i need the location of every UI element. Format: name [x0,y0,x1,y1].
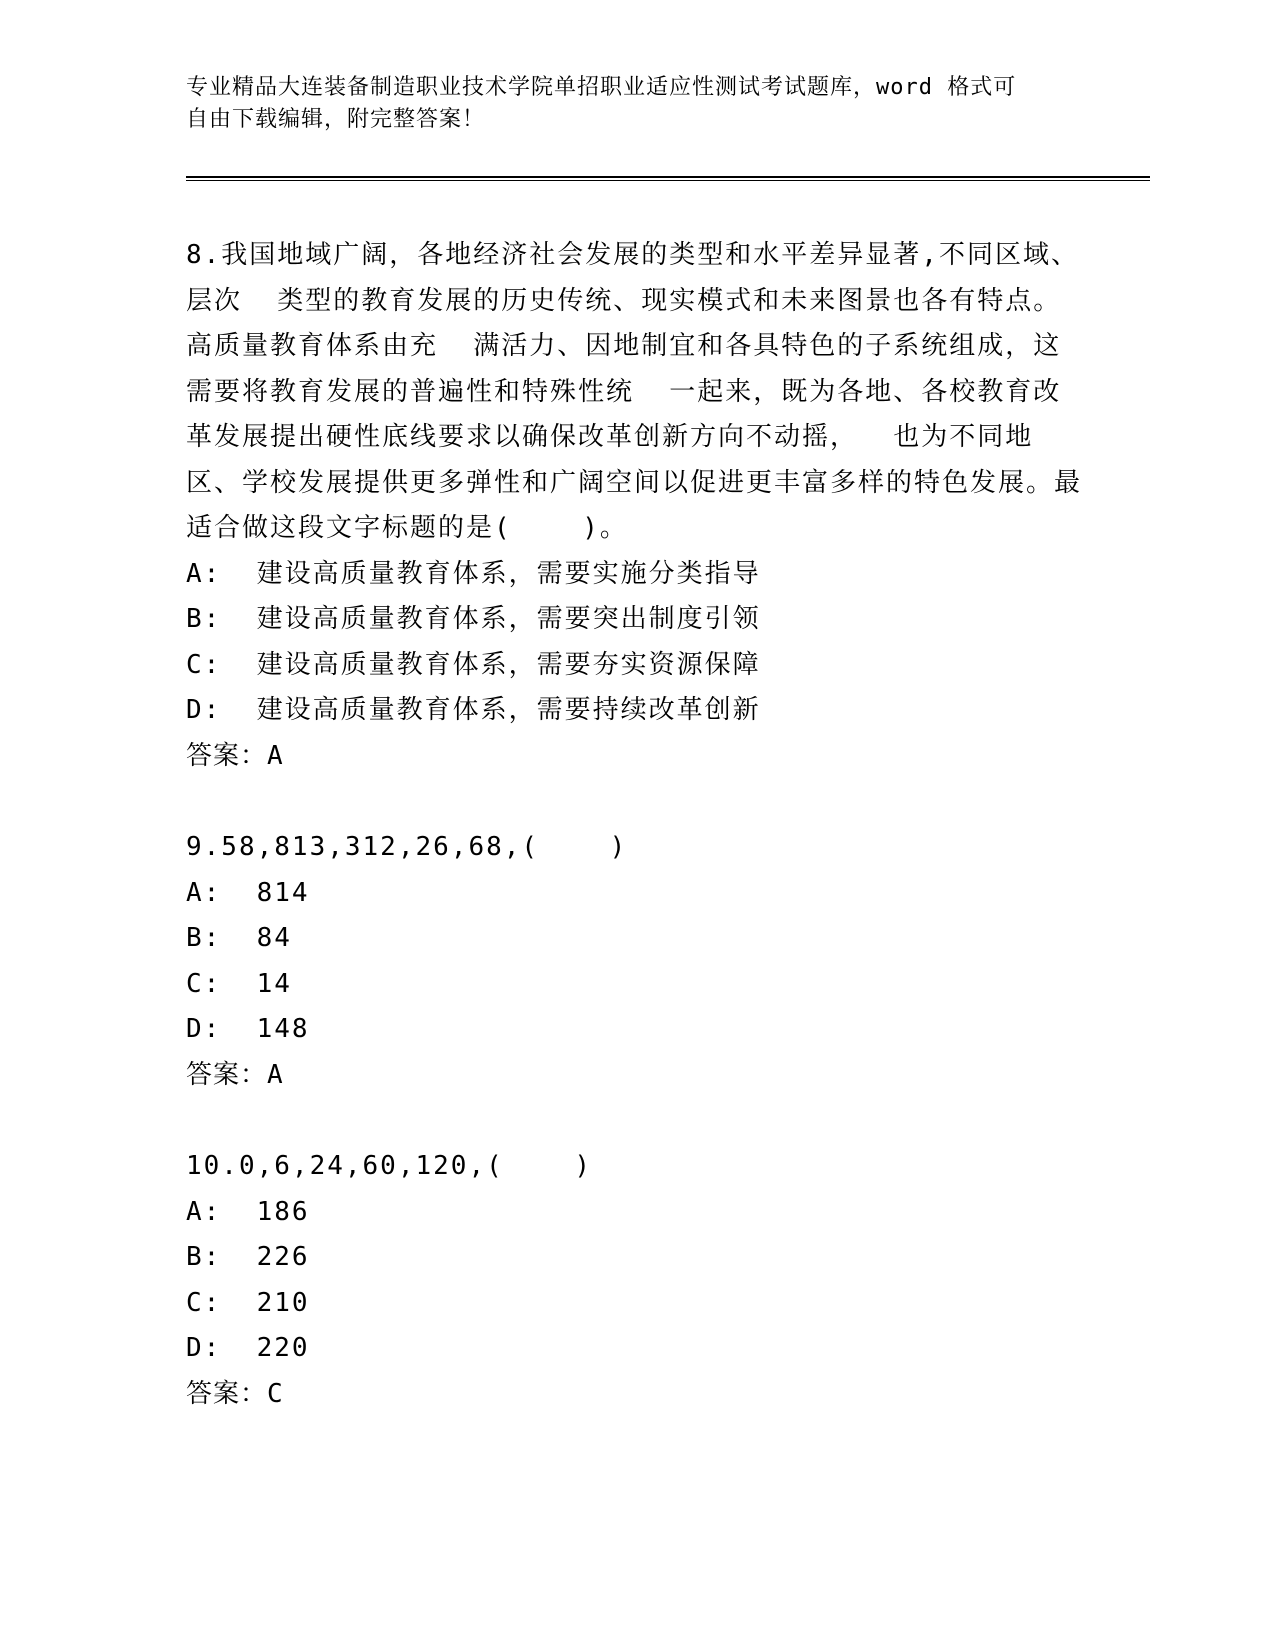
option-text: 84 [256,923,292,953]
option-text: 148 [256,1014,310,1044]
option-text: 210 [256,1287,310,1318]
question-10 [186,1144,1086,1417]
option-label: C: [186,649,222,680]
option-c [186,643,1086,689]
answer-value: A [267,740,284,771]
header-line-2: 自由下载编辑，附完整答案！ [186,107,486,132]
option-label: B: [186,1242,222,1272]
option-text: 814 [256,877,310,908]
option-b [186,1235,1086,1281]
option-text: 226 [256,1242,310,1272]
option-label: A: [186,877,222,908]
option-text: 建设高质量教育体系，需要持续改革创新 [256,695,761,725]
answer-label: 答案： [186,740,268,771]
answer-label: 答案： [186,1378,268,1409]
option-a [186,1190,1086,1236]
answer-line [186,1372,1086,1418]
option-b [186,916,1086,962]
option-text: 建设高质量教育体系，需要实施分类指导 [256,558,761,589]
answer-value: C [267,1378,284,1409]
option-d [186,1326,1086,1372]
answer-value: A [267,1059,284,1090]
option-c [186,962,1086,1008]
option-text: 建设高质量教育体系，需要夯实资源保障 [256,649,761,680]
question-stem: 10.0,6,24,60,120,( ) [186,1151,593,1181]
question-stem: 9.58,813,312,26,68,( ) [186,832,628,862]
option-label: A: [186,558,222,589]
option-label: A: [186,1196,222,1227]
option-label: B: [186,923,222,953]
document-header [186,72,1066,136]
option-a [186,552,1086,598]
option-text: 建设高质量教育体系，需要突出制度引领 [256,604,761,634]
option-b [186,597,1086,643]
option-d [186,1007,1086,1053]
question-list [186,233,1086,1463]
question-stem: 8.我国地域广阔，各地经济社会发展的类型和水平差异显著,不同区域、层次 类型的教育发展的历史传统、现实模式和未来图景也各有特点。高质量教育体系由充 满活力、因地制宜和各具特色的子系统组成，这需要将教育发展的普遍性和特殊性统 一起来，既为各地、各校教育改革发展提出硬性底线要求以确保改革创新方向不动摇， 也为不同地区、学校发展提供更多弹性和广阔空间以促进更丰富多样的特色发展。最适合做这段文字标题的是( )。 [186,240,1083,543]
answer-label: 答案： [186,1059,268,1090]
option-label: D: [186,1014,222,1044]
option-label: C: [186,968,222,999]
header-line-1: 专业精品大连装备制造职业技术学院单招职业适应性测试考试题库，word 格式可 [186,75,1017,100]
question-9 [186,825,1086,1098]
option-label: B: [186,604,222,634]
option-d [186,688,1086,734]
option-a [186,871,1086,917]
option-c [186,1281,1086,1327]
option-label: D: [186,1333,222,1363]
option-text: 220 [256,1333,310,1363]
header-divider [186,176,1150,181]
option-label: C: [186,1287,222,1318]
option-text: 186 [256,1196,310,1227]
option-label: D: [186,695,222,725]
answer-line [186,1053,1086,1099]
question-8 [186,233,1086,779]
answer-line [186,734,1086,780]
option-text: 14 [256,968,292,999]
